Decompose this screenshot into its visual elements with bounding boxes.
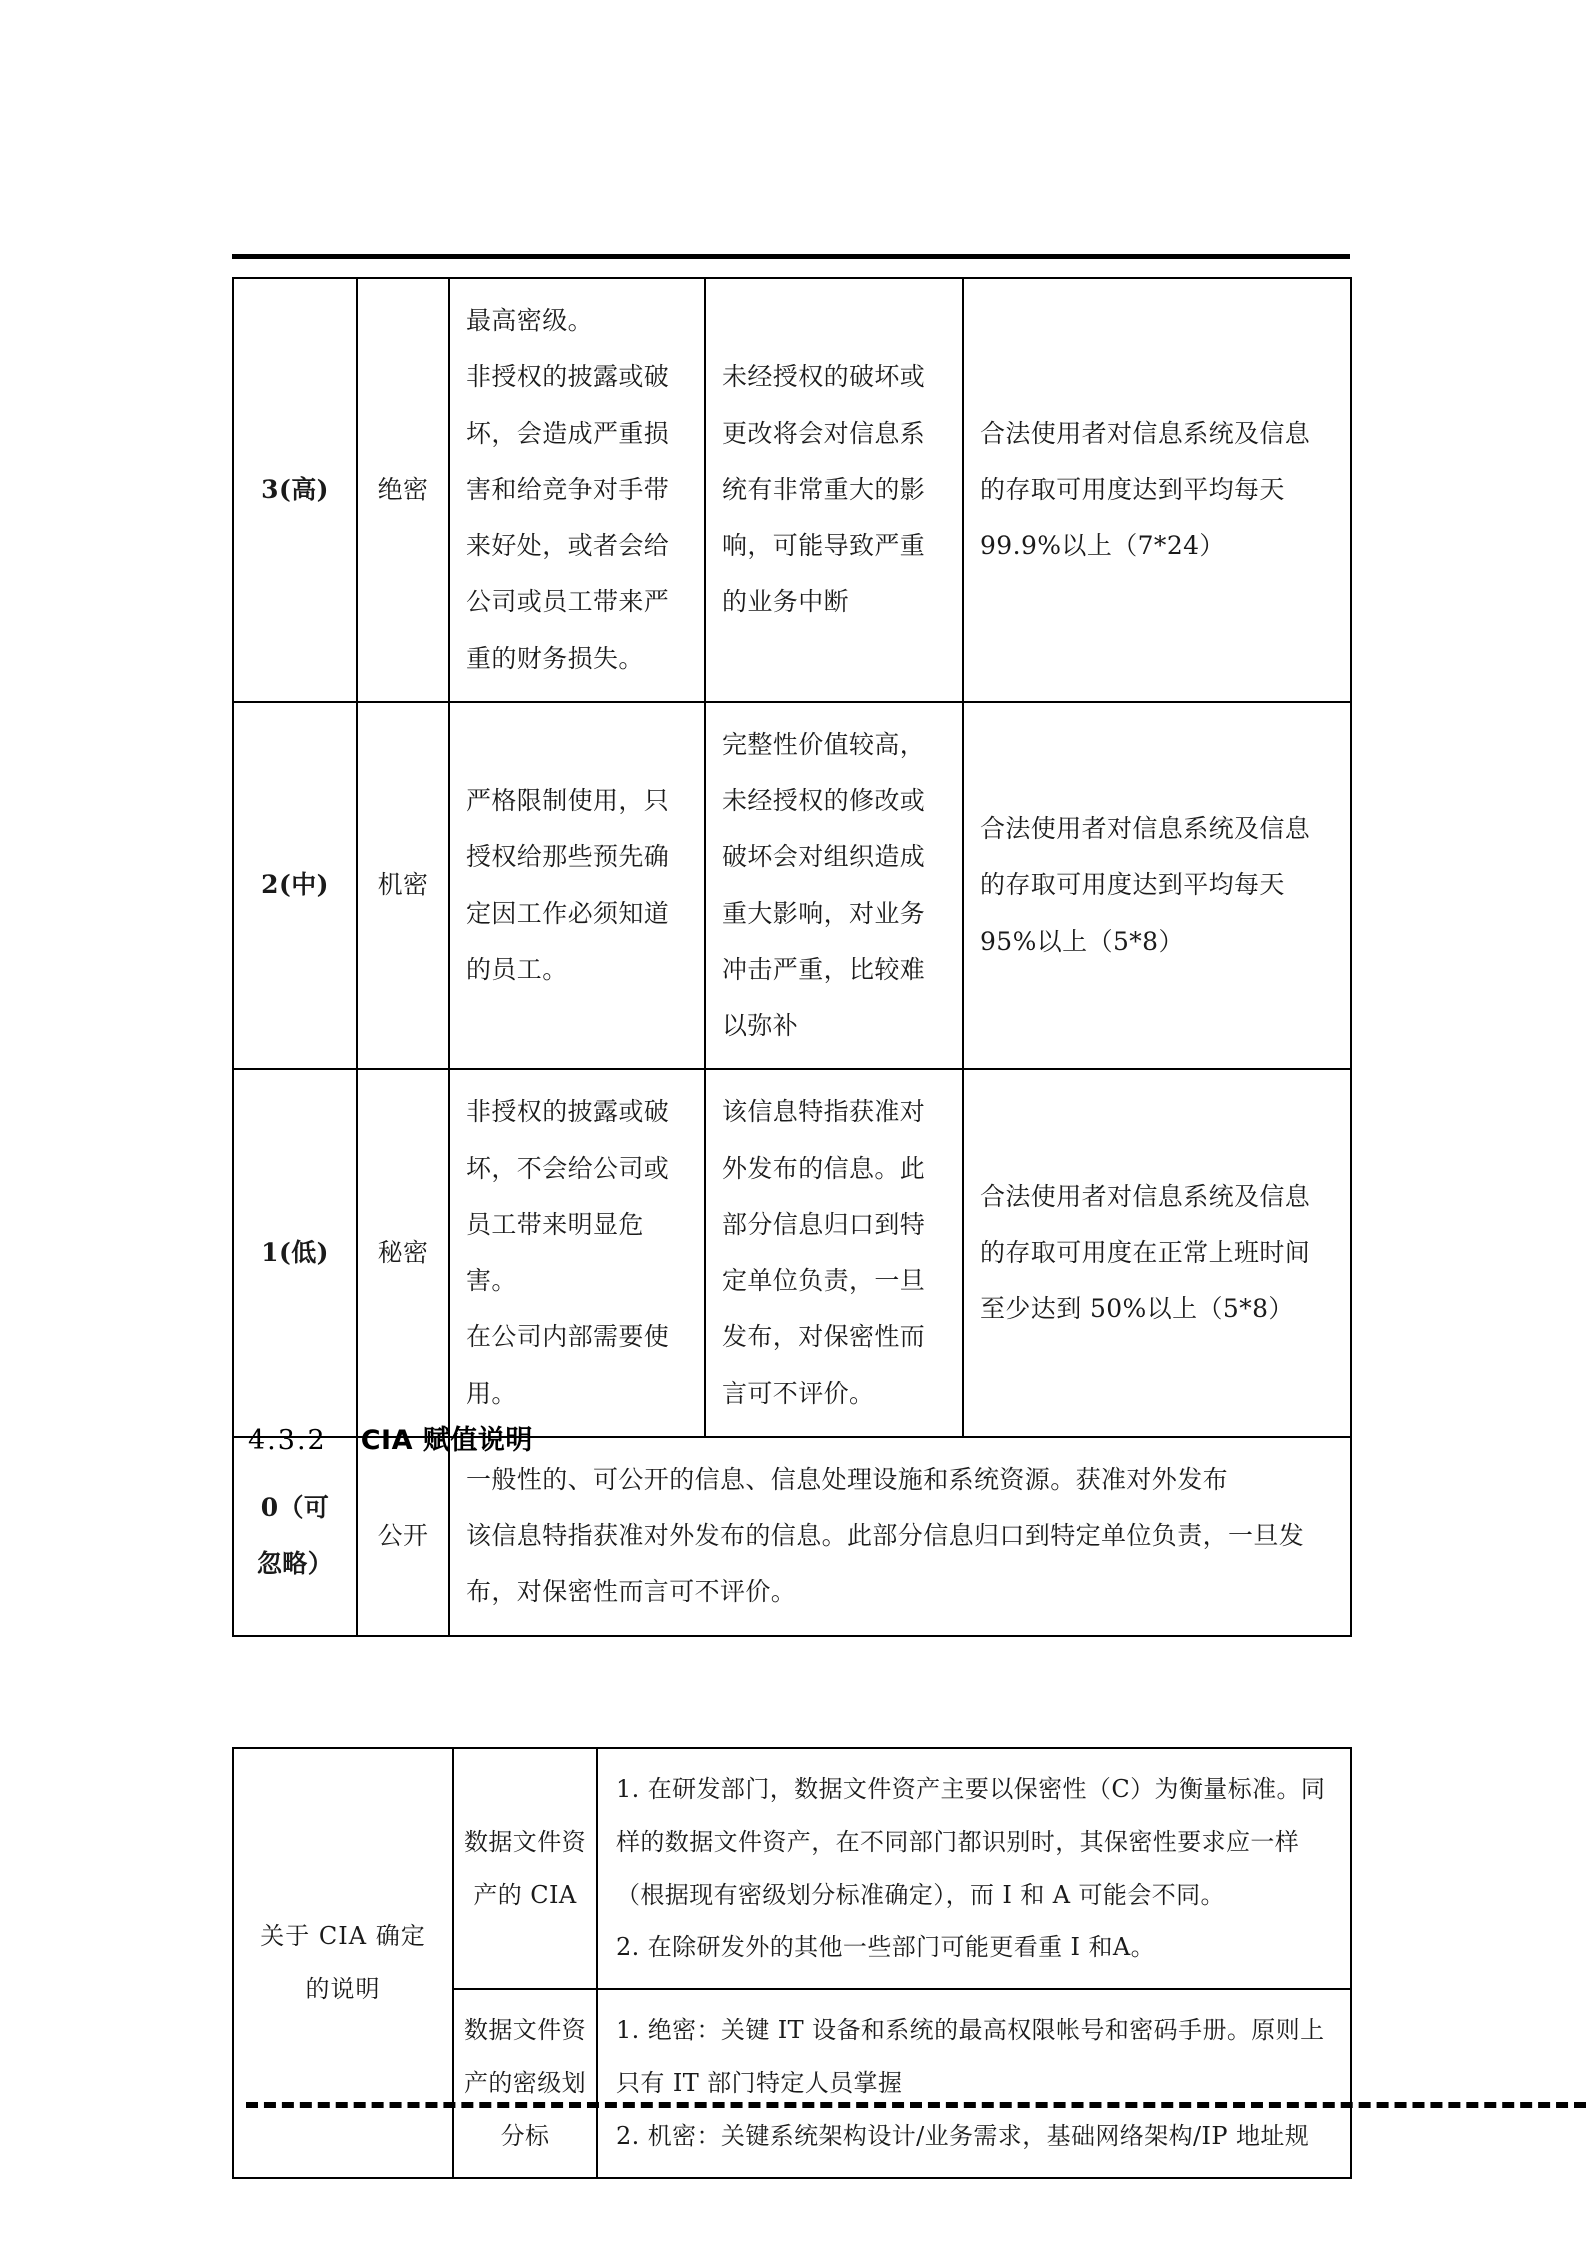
content-cell: 1. 绝密：关键 IT 设备和系统的最高权限帐号和密码手册。原则上只有 IT 部门特定人员掌握 2. 机密：关键系统架构设计/业务需求，基础网络架构/IP 地址规 [597,1989,1351,2177]
table-row [233,278,1351,702]
label-cell: 机密 [357,702,449,1070]
level-cell: 1(低) [233,1069,357,1437]
availability-cell: 合法使用者对信息系统及信息的存取可用度达到平均每天 95%以上（5*8） [963,702,1351,1070]
section-number: 4.3.2 [248,1425,327,1456]
integrity-cell: 未经授权的破坏或更改将会对信息系统有非常重大的影响，可能导致严重的业务中断 [705,278,963,702]
level-cell: 3(高) [233,278,357,702]
cia-notes-table [232,1747,1352,2179]
integrity-cell: 该信息特指获准对外发布的信息。此部分信息归口到特定单位负责，一旦发布，对保密性而言可不评价。 [705,1069,963,1437]
category-cell: 数据文件资产的密级划分标 [453,1989,597,2177]
confidentiality-cell: 非授权的披露或破坏，不会给公司或员工带来明显危害。 在公司内部需要使用。 [449,1069,705,1437]
label-cell: 秘密 [357,1069,449,1437]
table-row [233,1748,1351,1989]
availability-cell: 合法使用者对信息系统及信息的存取可用度在正常上班时间至少达到 50%以上（5*8） [963,1069,1351,1437]
label-cell: 公开 [357,1437,449,1636]
footer-dashed-rule [246,2102,1586,2108]
level-cell: 2(中) [233,702,357,1070]
table-row [233,702,1351,1070]
content-cell: 1. 在研发部门，数据文件资产主要以保密性（C）为衡量标准。同样的数据文件资产，在不同部门都识别时，其保密性要求应一样（根据现有密级划分标准确定），而 I 和 A 可能会不同。 2. 在除研发外的其他一些部门可能更看重 I 和A。 [597,1748,1351,1989]
header-rule [232,254,1350,259]
level-cell: 0（可忽略） [233,1437,357,1636]
section-title: CIA 赋值说明 [360,1425,533,1456]
integrity-cell: 完整性价值较高，未经授权的修改或破坏会对组织造成重大影响，对业务冲击严重，比较难以弥补 [705,702,963,1070]
confidentiality-cell: 严格限制使用，只授权给那些预先确定因工作必须知道的员工。 [449,702,705,1070]
table-row [233,1437,1351,1636]
cia-notes-row-label: 关于 CIA 确定的说明 [233,1748,453,2178]
confidentiality-cell: 最高密级。 非授权的披露或破坏，会造成严重损害和给竞争对手带来好处，或者会给公司或员工带来严重的财务损失。 [449,278,705,702]
table-row [233,1069,1351,1437]
category-cell: 数据文件资产的 CIA [453,1748,597,1989]
availability-cell: 合法使用者对信息系统及信息的存取可用度达到平均每天 99.9%以上（7*24） [963,278,1351,702]
label-cell: 绝密 [357,278,449,702]
section-heading [248,1418,533,1457]
merged-description-cell: 一般性的、可公开的信息、信息处理设施和系统资源。获准对外发布 该信息特指获准对外发布的信息。此部分信息归口到特定单位负责，一旦发布，对保密性而言可不评价。 [449,1437,1351,1636]
